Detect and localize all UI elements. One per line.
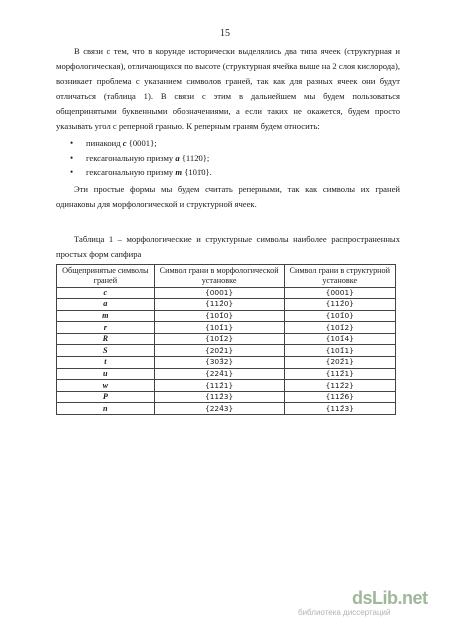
morphological-index: {303̄2}	[154, 357, 284, 369]
list-item	[86, 136, 400, 151]
list-item-text: пинакоид	[86, 138, 121, 148]
morphological-index: {112̄0}	[154, 299, 284, 311]
face-letter: r	[57, 322, 155, 334]
structural-index: {101̄0}	[284, 310, 395, 322]
morphological-index: {112̄3}	[154, 391, 284, 403]
face-letter: R	[57, 333, 155, 345]
page-body	[56, 44, 400, 415]
face-letter: c	[57, 287, 155, 299]
morphological-index: {101̄0}	[154, 310, 284, 322]
table-row	[57, 368, 396, 380]
list-item	[86, 165, 400, 180]
structural-index: {202̄1}	[284, 357, 395, 369]
table-row	[57, 310, 396, 322]
face-letter: m	[57, 310, 155, 322]
list-item-symbol: a	[175, 152, 180, 163]
face-letter: n	[57, 403, 155, 415]
face-letter: t	[57, 357, 155, 369]
table-row	[57, 287, 396, 299]
watermark-subtitle: библиотека диссертаций	[298, 608, 391, 617]
page-number: 15	[220, 28, 230, 39]
structural-index: {0001}	[284, 287, 395, 299]
face-letter: a	[57, 299, 155, 311]
table-row	[57, 391, 396, 403]
list-item-text: гексагональную призму	[86, 152, 174, 163]
morphological-index: {112̄1}	[154, 380, 284, 392]
list-item-index: {101̄0}.	[184, 167, 212, 177]
table-header-row	[57, 264, 396, 287]
morphological-index: {224̄3}	[154, 403, 284, 415]
list-item-symbol: m	[175, 167, 183, 177]
face-symbols-table	[56, 264, 396, 416]
watermark-logo: dsLib.net	[352, 588, 428, 608]
table-caption: Таблица 1 – морфологические и структурные символы наиболее распространенных простых форм сапфира	[56, 233, 400, 259]
table-row	[57, 380, 396, 392]
structural-index: {112̄3}	[284, 403, 395, 415]
table-row	[57, 357, 396, 369]
dslib-watermark[interactable]	[298, 588, 442, 618]
reference-forms-paragraph: Эти простые формы мы будем считать реперными, так как символы их граней одинаковы для морфологической и структурной ячеек.	[56, 183, 400, 209]
header-morphological: Символ грани в морфологической установке	[154, 264, 284, 287]
morphological-index: {101̄1}	[154, 322, 284, 334]
morphological-index: {0001}	[154, 287, 284, 299]
table-row	[57, 299, 396, 311]
face-letter: S	[57, 345, 155, 357]
structural-index: {101̄4}	[284, 333, 395, 345]
morphological-index: {224̄1}	[154, 368, 284, 380]
list-item-text: гексагональную призму	[86, 167, 174, 177]
table-row	[57, 345, 396, 357]
structural-index: {112̄0}	[284, 299, 395, 311]
list-item	[86, 151, 400, 166]
structural-index: {101̄2}	[284, 322, 395, 334]
structural-index: {101̄1}	[284, 345, 395, 357]
structural-index: {112̄2}	[284, 380, 395, 392]
structural-index: {112̄1}	[284, 368, 395, 380]
table-row	[57, 322, 396, 334]
table-row	[57, 333, 396, 345]
morphological-index: {101̄2}	[154, 333, 284, 345]
list-item-index: {112̄0};	[181, 152, 210, 163]
structural-index: {112̄6}	[284, 391, 395, 403]
list-item-index: {0001};	[128, 138, 157, 148]
table-row	[57, 403, 396, 415]
face-letter: P	[57, 391, 155, 403]
header-structural: Символ грани в структурной установке	[284, 264, 395, 287]
face-letter: w	[57, 380, 155, 392]
list-item-symbol: c	[122, 138, 127, 148]
reference-faces-list	[56, 136, 400, 180]
morphological-index: {202̄1}	[154, 345, 284, 357]
face-letter: u	[57, 368, 155, 380]
header-common-symbols: Общепринятые символы граней	[57, 264, 155, 287]
intro-paragraph: В связи с тем, что в корунде исторически выделялись два типа ячеек (структурная и морфологическая), отличающихся по высоте (структурная ячейка выше на 2 слоя кислорода), возникает проблема с указанием символов граней, так как для разных ячеек они будут отличаться (таблица 1). В связи с этим в дальнейшем мы будем пользоваться общепринятыми буквенными обозначениями, а если таких не окажется, будем просто указывать угол с реперной гранью. К реперным граням будем относить:	[56, 46, 400, 131]
